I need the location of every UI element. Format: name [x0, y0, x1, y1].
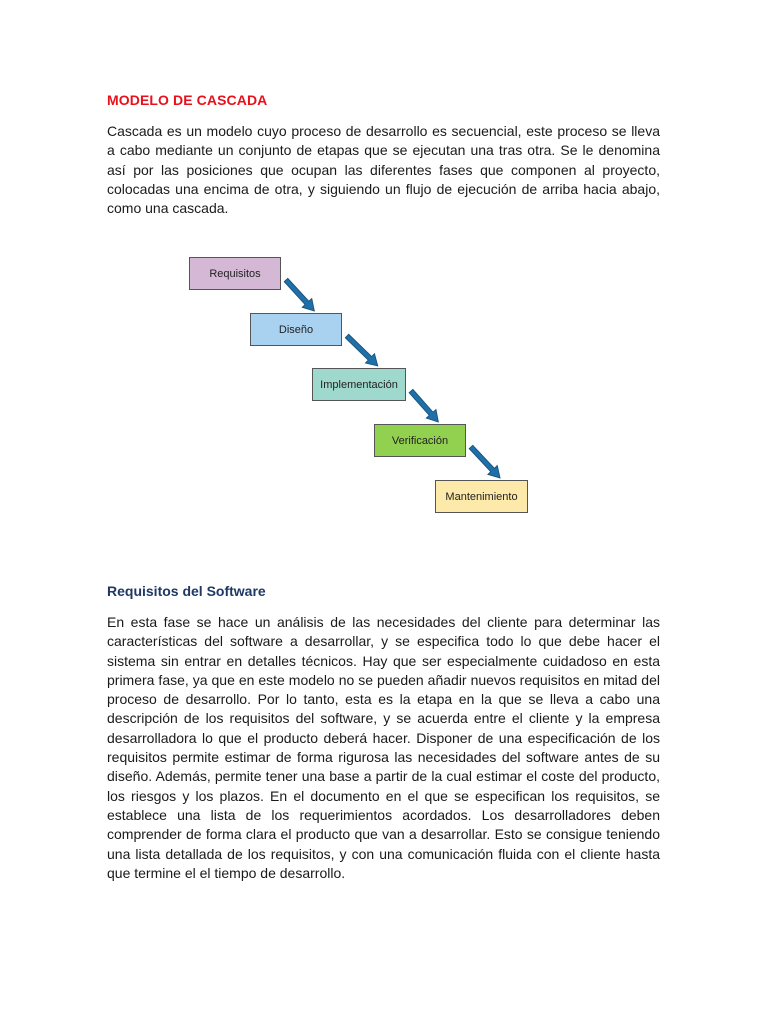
- document-title: MODELO DE CASCADA: [107, 92, 268, 108]
- stage-mantenimiento: Mantenimiento: [435, 480, 528, 513]
- stage-implementacion: Implementación: [312, 368, 406, 401]
- stage-diseno: Diseño: [250, 313, 342, 346]
- flow-arrow-1: [284, 278, 314, 311]
- intro-paragraph: Cascada es un modelo cuyo proceso de desarrollo es secuencial, este proceso se lleva a cabo mediante un conjunto de etapas que se ejecutan una tras otra. Se le denomina así por las posiciones que ocupan las diferentes fases que componen al proyecto, colocadas una encima de otra, y siguiendo un flujo de ejecución de arriba hacia abajo, como una cascada.: [107, 123, 660, 217]
- stage-verificacion: Verificación: [374, 424, 466, 457]
- flow-arrow-3: [409, 389, 438, 422]
- flow-arrow-2: [345, 334, 378, 366]
- stage-requisitos: Requisitos: [189, 257, 281, 290]
- flow-arrow-4: [469, 445, 500, 478]
- section-title: Requisitos del Software: [107, 583, 266, 599]
- section-paragraph: En esta fase se hace un análisis de las necesidades del cliente para determinar las características del software a desarrollar, y se especifica todo lo que debe hacer el sistema sin entrar en detalles técnicos. Hay que ser especialmente cuidadoso en esta primera fase, ya que en este modelo no se pueden añadir nuevos requisitos en mitad del proceso de desarrollo. Por lo tanto, esta es la etapa en la que se lleva a cabo una descripción de los requisitos del software, y se acuerda entre el cliente y la empresa desarrolladora lo que el producto deberá hacer. Disponer de una especificación de los requisitos permite estimar de forma rigurosa las necesidades del software antes de su diseño. Además, permite tener una base a partir de la cual estimar el coste del producto, los riesgos y los plazos. En el documento en el que se especifican los requisitos, se establece una lista de los requerimientos acordados. Los desarrolladores deben comprender de forma clara el producto que van a desarrollar. Esto se consigue teniendo una lista detallada de los requisitos, y con una comunicación fluida con el cliente hasta que termine el el tiempo de desarrollo.: [107, 614, 660, 881]
